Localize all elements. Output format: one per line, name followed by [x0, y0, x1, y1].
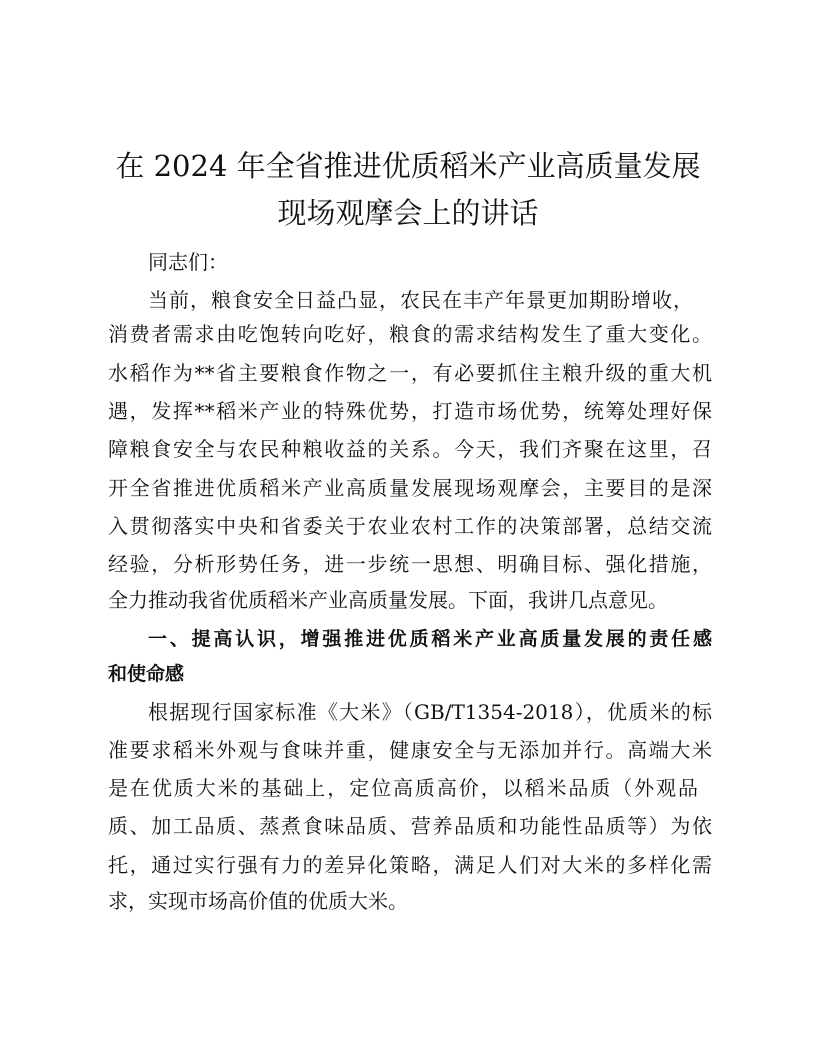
- section-heading-line-1: 一、提高认识，增强推进优质稻米产业高质量发展的责任感: [148, 628, 712, 650]
- salutation: 同志们：: [148, 250, 228, 274]
- paragraph-1-line-8: 经验，分析形势任务，进一步统一思想、明确目标、强化措施，: [108, 552, 712, 576]
- paragraph-2-line-4: 质、加工品质、蒸煮食味品质、营养品质和功能性品质等）为依: [108, 814, 712, 838]
- paragraph-1-line-5: 障粮食安全与农民种粮收益的关系。今天，我们齐聚在这里，召: [108, 437, 712, 461]
- paragraph-1-line-3: 水稻作为**省主要粮食作物之一，有必要抓住主粮升级的重大机: [108, 361, 712, 385]
- paragraph-1-line-7: 入贯彻落实中央和省委关于农业农村工作的决策部署，总结交流: [108, 514, 712, 538]
- paragraph-2-line-2: 准要求稻米外观与食味并重，健康安全与无添加并行。高端大米: [108, 738, 712, 762]
- paragraph-1-line-2: 消费者需求由吃饱转向吃好，粮食的需求结构发生了重大变化。: [108, 322, 712, 346]
- document-title-line-2: 现场观摩会上的讲话: [277, 196, 539, 230]
- document-title-line-1: 在 2024 年全省推进优质稻米产业高质量发展: [115, 149, 701, 183]
- paragraph-2-line-6: 求，实现市场高价值的优质大米。: [108, 889, 408, 913]
- paragraph-2-line-5: 托，通过实行强有力的差异化策略，满足人们对大米的多样化需: [108, 853, 712, 877]
- paragraph-2-line-3: 是在优质大米的基础上，定位高质高价，以稻米品质（外观品: [108, 776, 698, 800]
- paragraph-1-line-1: 当前，粮食安全日益凸显，农民在丰产年景更加期盼增收，: [148, 288, 693, 312]
- paragraph-1-line-4: 遇，发挥**稻米产业的特殊优势，打造市场优势，统筹处理好保: [108, 399, 712, 423]
- section-heading-line-2: 和使命感: [108, 663, 185, 685]
- paragraph-1-line-6: 开全省推进优质稻米产业高质量发展现场观摩会，主要目的是深: [108, 476, 712, 500]
- paragraph-2-line-1: 根据现行国家标准《大米》（GB/T1354-2018），优质米的标: [148, 700, 712, 724]
- paragraph-1-line-9: 全力推动我省优质稻米产业高质量发展。下面，我讲几点意见。: [108, 588, 668, 612]
